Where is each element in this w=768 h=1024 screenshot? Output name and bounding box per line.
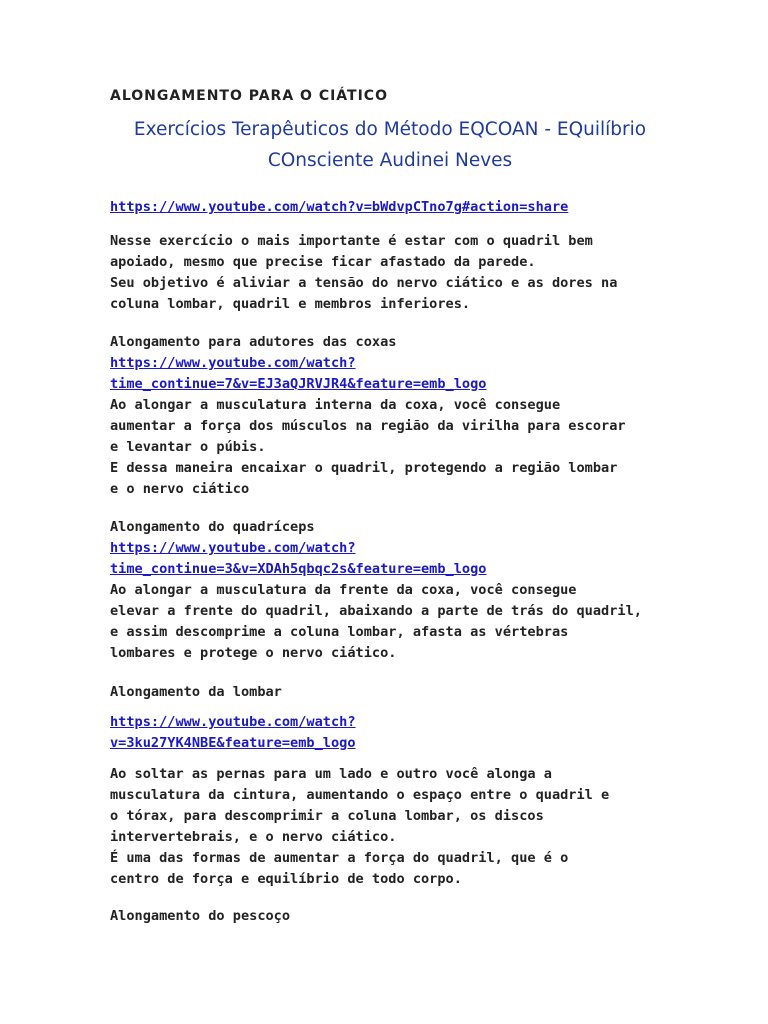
intro-paragraph [110, 231, 685, 315]
paragraph-line: apoiado, mesmo que precise ficar afastado da parede. [110, 254, 536, 270]
section-heading: Alongamento do quadríceps [110, 519, 315, 535]
paragraph-line: aumentar a força dos músculos na região da virilha para escorar [110, 418, 626, 434]
section-pescoco [110, 906, 685, 927]
subtitle-line: Exercícios Terapêuticos do Método EQCOAN - EQuilíbrio [133, 119, 647, 140]
section-lombar-link-block [110, 712, 685, 754]
intro-link-block [110, 197, 685, 218]
paragraph-line: intervertebrais, e o nervo ciático. [110, 829, 397, 845]
section-video-link[interactable]: v=3ku27YK4NBE&feature=emb_logo [110, 735, 356, 751]
section-quadriceps [110, 517, 685, 664]
section-video-link[interactable]: time_continue=7&v=EJ3aQJRVJR4&feature=emb_logo [110, 376, 487, 392]
paragraph-line: Seu objetivo é aliviar a tensão do nervo ciático e as dores na [110, 275, 618, 291]
paragraph-line: lombares e protege o nervo ciático. [110, 645, 397, 661]
paragraph-line: e levantar o púbis. [110, 439, 266, 455]
subtitle-line: COnsciente Audinei Neves [267, 150, 513, 171]
section-heading: Alongamento da lombar [110, 684, 282, 700]
section-video-link[interactable]: https://www.youtube.com/watch? [110, 540, 356, 556]
paragraph-line: E dessa maneira encaixar o quadril, protegendo a região lombar [110, 460, 618, 476]
paragraph-line: e assim descomprime a coluna lombar, afasta as vértebras [110, 624, 569, 640]
paragraph-line: elevar a frente do quadril, abaixando a parte de trás do quadril, [110, 603, 642, 619]
section-video-link[interactable]: https://www.youtube.com/watch? [110, 714, 356, 730]
section-video-link[interactable]: https://www.youtube.com/watch? [110, 355, 356, 371]
section-heading: Alongamento do pescoço [110, 908, 291, 924]
paragraph-line: Ao alongar a musculatura interna da coxa, você consegue [110, 397, 561, 413]
paragraph-line: É uma das formas de aumentar a força do quadril, que é o [110, 850, 569, 866]
document-subtitle [110, 114, 670, 176]
paragraph-line: o tórax, para descomprimir a coluna lombar, os discos [110, 808, 544, 824]
paragraph-line: Ao alongar a musculatura da frente da coxa, você consegue [110, 582, 577, 598]
paragraph-line: Ao soltar as pernas para um lado e outro você alonga a [110, 766, 552, 782]
paragraph-line: musculatura da cintura, aumentando o espaço entre o quadril e [110, 787, 610, 803]
section-lombar-heading-block [110, 682, 685, 703]
paragraph-line: centro de força e equilíbrio de todo corpo. [110, 871, 462, 887]
section-heading: Alongamento para adutores das coxas [110, 334, 397, 350]
section-adutores [110, 332, 685, 500]
paragraph-line: coluna lombar, quadril e membros inferiores. [110, 296, 471, 312]
paragraph-line: e o nervo ciático [110, 481, 250, 497]
paragraph-line: Nesse exercício o mais importante é estar com o quadril bem [110, 233, 593, 249]
document-title: ALONGAMENTO PARA O CIÁTICO [110, 88, 388, 104]
section-video-link[interactable]: time_continue=3&v=XDAh5qbqc2s&feature=emb_logo [110, 561, 487, 577]
section-lombar-paragraph [110, 764, 685, 890]
intro-video-link[interactable]: https://www.youtube.com/watch?v=bWdvpCTno7g#action=share [110, 199, 569, 215]
